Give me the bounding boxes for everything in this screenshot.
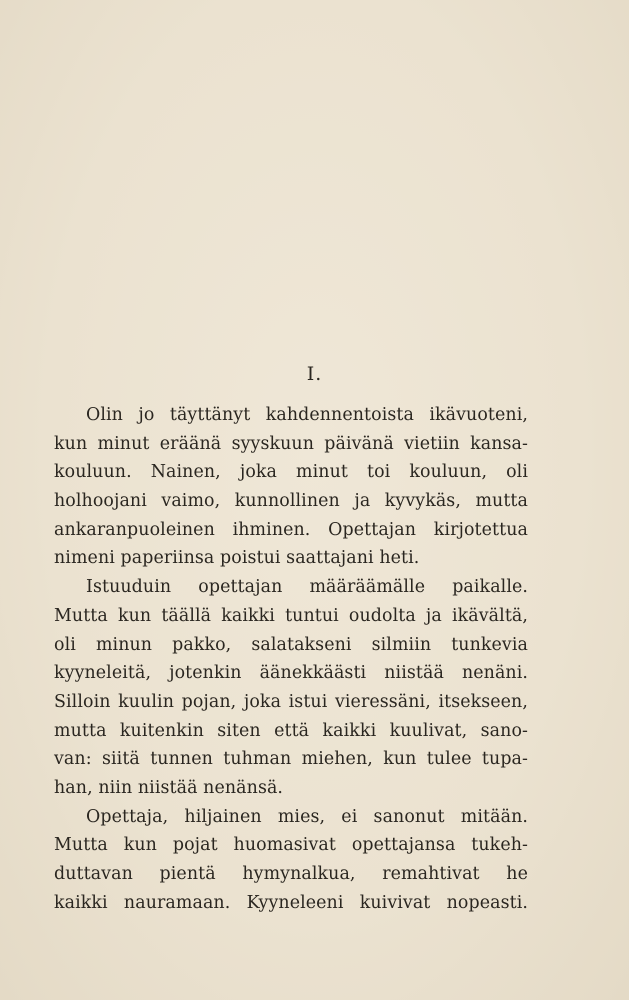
text-line: Istuuduin opettajan määräämälle paikalle. [86, 577, 528, 598]
text-line: Opettaja, hiljainen mies, ei sanonut mitään. [86, 806, 528, 827]
text-line: nimeni paperiinsa poistui saattajani heti. [54, 548, 420, 569]
text-line: mutta kuitenkin siten että kaikki kuulivat, sano- [54, 720, 528, 741]
text-line: Mutta kun täällä kaikki tuntui oudolta ja ikävältä, [54, 605, 528, 626]
text-line: kun minut eräänä syyskuun päivänä vietiin kansa- [54, 433, 528, 454]
text-line: Olin jo täyttänyt kahdennentoista ikävuoteni, [86, 405, 528, 425]
text-line: Silloin kuulin pojan, joka istui vieressäni, itsekseen, [54, 691, 528, 712]
text-line: holhoojani vaimo, kunnollinen ja kyvykäs, mutta [54, 491, 528, 512]
text-line: han, niin niistää nenänsä. [54, 777, 284, 798]
body-text [54, 401, 528, 917]
text-line: kaikki nauramaan. Kyyneleeni kuivivat nopeasti. [54, 892, 528, 913]
text-line: kouluun. Nainen, joka minut toi kouluun, oli [54, 462, 528, 483]
text-line: van: siitä tunnen tuhman miehen, kun tulee tupa- [54, 749, 528, 770]
chapter-heading: I. [306, 363, 323, 385]
text-line: kyyneleitä, jotenkin äänekkäästi niistää nenäni. [54, 663, 528, 684]
text-line: oli minun pakko, salatakseni silmiin tunkevia [54, 634, 528, 655]
text-line: duttavan pientä hymynalkua, remahtivat he [54, 864, 528, 884]
text-line: Mutta kun pojat huomasivat opettajansa tukeh- [54, 835, 528, 856]
text-line: ankaranpuoleinen ihminen. Opettajan kirjotettua [54, 519, 528, 540]
